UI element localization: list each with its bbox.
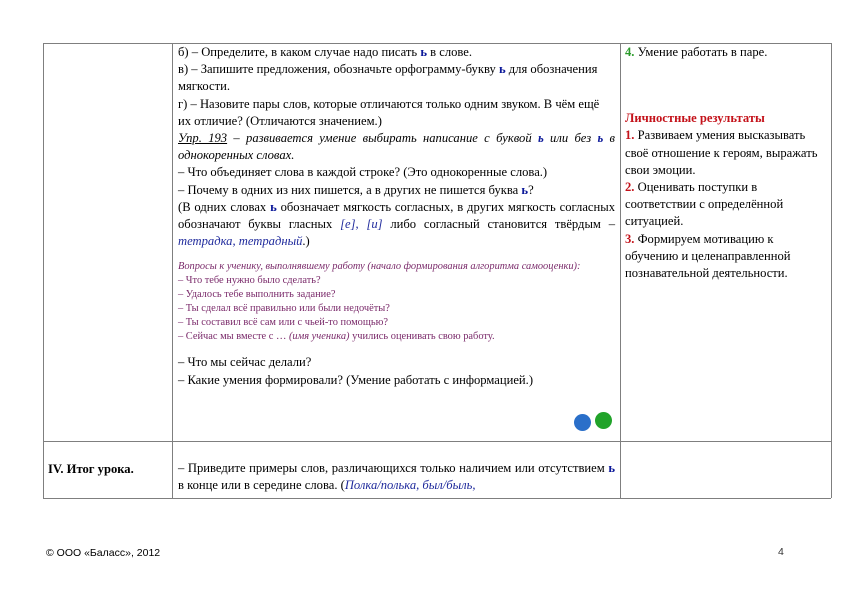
question-2: – Почему в одних из них пишется, а в других не пишется буква ь? [178, 182, 534, 197]
blue-marker-icon [574, 414, 591, 431]
result-item-4: 4. Умение работать в паре. [625, 45, 768, 59]
personal-result-1: 1. Развиваем умения высказывать своё отношение к героям, выражать свои эмоции. [625, 128, 818, 177]
activity-cell [178, 44, 615, 389]
task-g: г) – Назовите пары слов, которые отличаются только одним звуком. В чём ещё их отличие? (Отличаются значением.) [178, 96, 600, 128]
row-divider [43, 441, 831, 442]
personal-result-2: 2. Оценивать поступки в соответствии с определённой ситуацией. [625, 180, 784, 229]
questions-item: – Ты сделал всё правильно или были недочёты? [178, 303, 390, 315]
exercise-link[interactable]: Упр. 193 [178, 131, 228, 146]
questions-item: – Удалось тебе выполнить задание? [178, 289, 336, 301]
questions-item: – Что тебе нужно было сделать? [178, 275, 321, 287]
questions-title: Вопросы к ученику, выполнявшему работу (начало формирования алгоритма самооценки): [178, 261, 581, 273]
self-assessment-questions [178, 260, 615, 344]
copyright-footer: © ООО «Баласс», 2012 [46, 547, 161, 559]
task-v: в) – Запишите предложения, обозначьте орфограмму-букву ь для обозначения мягкости. [178, 62, 598, 94]
question-1: – Что объединяет слова в каждой строке? (Это однокоренные слова.) [178, 165, 548, 180]
col-border-2 [620, 43, 621, 498]
closing-q2: – Какие умения формировали? (Умение работать с информацией.) [178, 372, 534, 387]
page-number: 4 [778, 546, 784, 558]
questions-item: – Ты составил всё сам или с чьей-то помощью? [178, 317, 388, 329]
results-cell [625, 44, 825, 282]
closing-q1: – Что мы сейчас делали? [178, 355, 312, 370]
answer: (В одних словах ь обозначает мягкость согласных, в других мягкость согласных обозначают буквы гласных [е], [и] либо согласный становится твёрдым – тетрадка, тетрадный.) [178, 199, 615, 249]
col-border-right [831, 43, 832, 498]
personal-results-heading: Личностные результаты [625, 111, 765, 126]
col-border-1 [172, 43, 173, 498]
task-b: б) – Определите, в каком случае надо писать ь в слове. [178, 45, 473, 59]
table-bottom-border [43, 498, 831, 499]
stage-text: – Приведите примеры слов, различающихся только наличием или отсутствием ь в конце или в середине слова. (Полка/полька, был/быль, [178, 461, 615, 493]
questions-item: – Сейчас мы вместе с … (имя ученика) учились оценивать свою работу. [178, 331, 495, 343]
personal-result-3: 3. Формируем мотивацию к обучению и целенаправленной познавательной деятельности. [625, 231, 791, 281]
green-marker-icon [595, 412, 612, 429]
closing-questions [178, 354, 615, 388]
exercise-193: Упр. 193 – развивается умение выбирать написание с буквой ь или без ь в однокоренных словах. [178, 131, 616, 163]
stage-label: IV. Итог урока. [48, 462, 134, 476]
col-border-left [43, 43, 44, 498]
